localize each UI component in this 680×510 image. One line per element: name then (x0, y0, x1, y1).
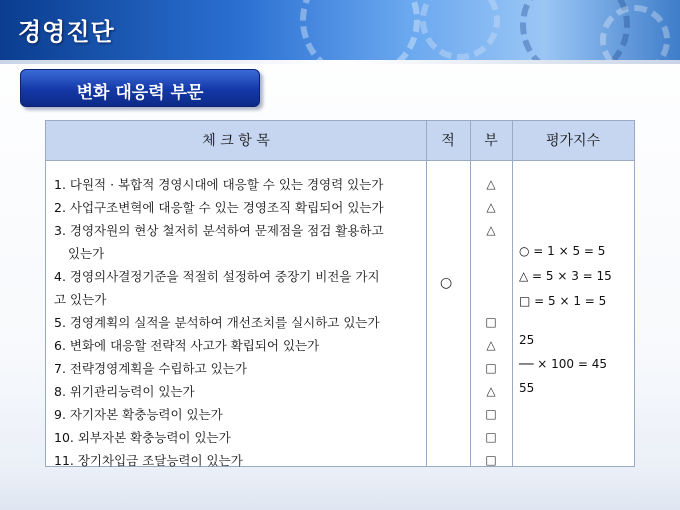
bu-mark (480, 242, 502, 265)
table-header (46, 121, 634, 161)
header-score: 평가지수 (545, 133, 601, 149)
score-line: ○ = 1 × 5 = 5 (519, 244, 606, 258)
list-item-continuation: 있는가 (68, 246, 105, 261)
page-title: 경영진단 (18, 18, 115, 46)
header-bu: 부 (484, 133, 498, 149)
list-item-continuation: 고 있는가 (54, 292, 107, 307)
bu-mark (480, 288, 502, 311)
list-item: 4. 경영의사결정기준을 적절히 설정하여 중장기 비전을 가지 (54, 269, 380, 284)
bu-mark: △ (486, 223, 496, 237)
list-item: 2. 사업구조변혁에 대응할 수 있는 경영조직 확립되어 있는가 (54, 200, 384, 215)
bu-mark: □ (485, 361, 497, 375)
calc-numerator: 25 (519, 333, 535, 347)
list-item: 6. 변화에 대응할 전략적 사고가 확립되어 있는가 (54, 338, 320, 353)
bu-mark (480, 265, 502, 288)
list-item: 7. 전략경영계획을 수립하고 있는가 (54, 361, 247, 376)
list-item: 3. 경영자원의 현상 철저히 분석하여 문제점을 점검 활용하고 (54, 223, 384, 238)
score-line: □ = 5 × 1 = 5 (519, 294, 607, 308)
bu-mark: △ (486, 177, 496, 191)
scoring-legend (519, 239, 629, 314)
bu-mark: △ (486, 200, 496, 214)
score-line: △ = 5 × 3 = 15 (519, 269, 612, 283)
column-divider (470, 121, 471, 466)
gear-decoration (420, 0, 500, 60)
bottom-gradient (0, 475, 680, 510)
bu-mark: □ (485, 407, 497, 421)
bu-mark: △ (486, 384, 496, 398)
calc-denominator: 55 (519, 381, 535, 395)
bu-mark: □ (485, 315, 497, 329)
list-item: 8. 위기관리능력이 있는가 (54, 384, 195, 399)
bu-mark: △ (486, 338, 496, 352)
list-item: 11. 장기차입금 조달능력이 있는가 (54, 453, 243, 468)
checklist-table (45, 120, 635, 467)
section-badge (20, 69, 260, 107)
check-items-list (54, 173, 424, 472)
section-title: 변화 대응력 부문 (76, 83, 204, 103)
list-item: 5. 경영계획의 실적을 분석하여 개선조치를 실시하고 있는가 (54, 315, 380, 330)
gear-decoration (600, 5, 670, 60)
header-jeok: 적 (441, 133, 455, 149)
list-item: 10. 외부자본 확충능력이 있는가 (54, 430, 231, 445)
column-divider (512, 121, 513, 466)
score-calculation (519, 328, 629, 400)
bu-mark: □ (485, 430, 497, 444)
bu-marks-column (480, 173, 502, 472)
calc-formula: ── × 100 = 45 (519, 357, 607, 371)
header-banner (0, 0, 680, 60)
list-item: 1. 다원적 · 복합적 경영시대에 대응할 수 있는 경영력 있는가 (54, 177, 384, 192)
column-divider (426, 121, 427, 466)
list-item: 9. 자기자본 확충능력이 있는가 (54, 407, 223, 422)
gear-decoration (300, 0, 420, 60)
header-item: 체 크 항 목 (202, 133, 270, 149)
circle-mark: ○ (440, 275, 453, 291)
header-divider (0, 60, 680, 64)
bu-mark: □ (485, 453, 497, 467)
